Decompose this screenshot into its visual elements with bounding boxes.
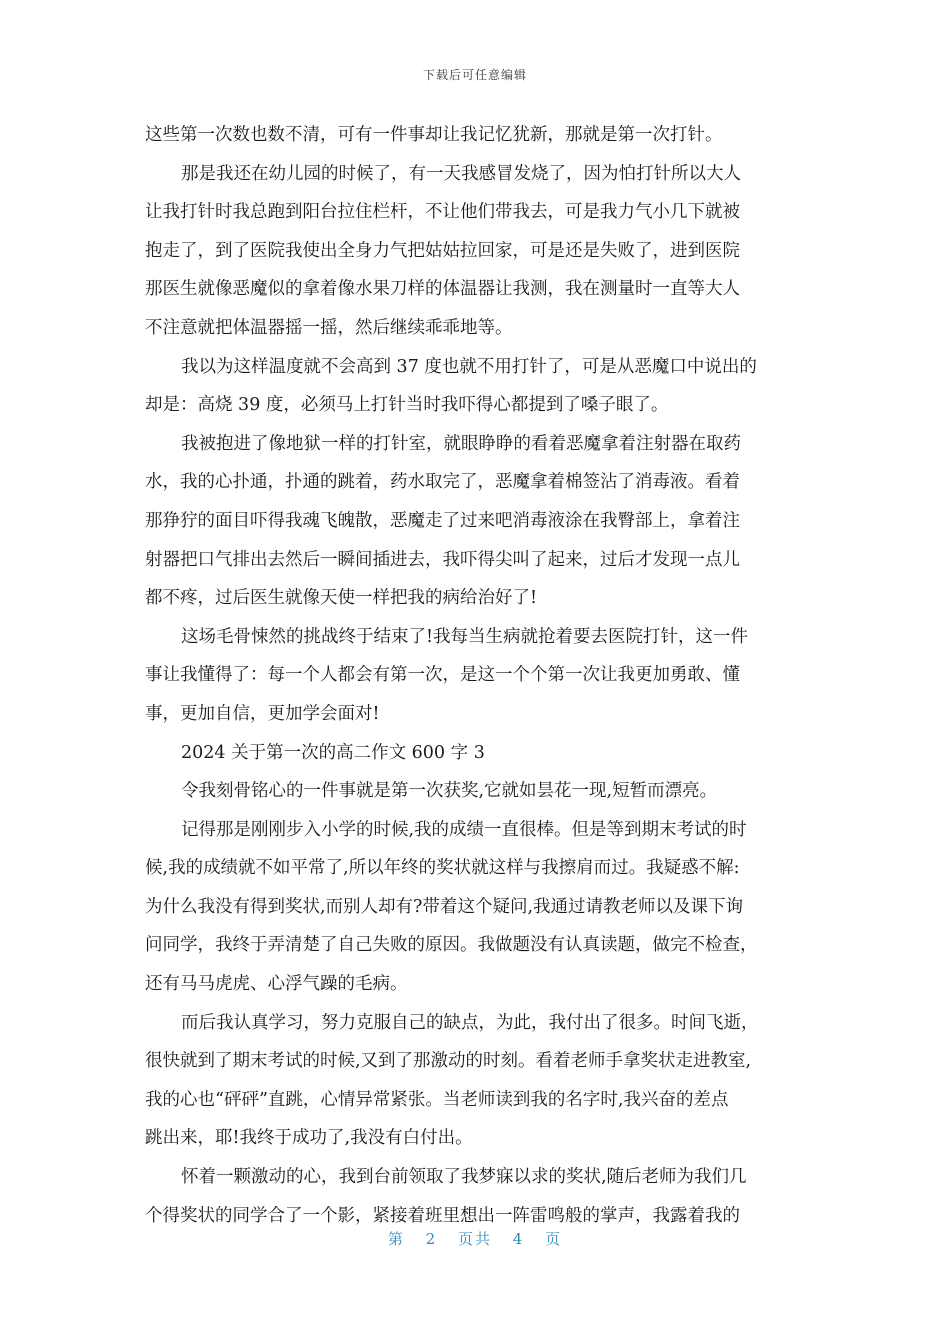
text-line: 抱走了，到了医院我使出全身力气把姑姑拉回家，可是还是失败了，进到医院: [145, 240, 740, 261]
footer-middle: 页共: [457, 1230, 492, 1248]
text-line: 很快就到了期末考试的时候,又到了那激动的时刻。看着老师手拿奖状走进教室,: [145, 1051, 752, 1072]
text-line: 事让我懂得了：每一个人都会有第一次，是这一个个第一次让我更加勇敢、懂: [145, 665, 740, 686]
text-line: 那狰狞的面目吓得我魂飞魄散，恶魔走了过来吧消毒液涂在我臀部上，拿着注: [145, 510, 740, 531]
text-line: 个得奖状的同学合了一个影，紧接着班里想出一阵雷鸣般的掌声，我露着我的: [145, 1205, 740, 1226]
text-line: 让我打针时我总跑到阳台拉住栏杆，不让他们带我去，可是我力气小几下就被: [145, 202, 740, 223]
text-line: 射器把口气排出去然后一瞬间插进去，我吓得尖叫了起来，过后才发现一点儿: [145, 549, 740, 570]
document-body: [145, 116, 805, 1235]
text-line: 那是我还在幼儿园的时候了，有一天我感冒发烧了，因为怕打针所以大人: [181, 163, 741, 184]
page-footer: [0, 1228, 950, 1249]
text-line: 候,我的成绩就不如平常了,所以年终的奖状就这样与我擦肩而过。我疑惑不解:: [145, 858, 740, 879]
text-line: 我以为这样温度就不会高到 37 度也就不用打针了，可是从恶魔口中说出的: [181, 356, 757, 377]
text-line: 都不疼，过后医生就像天使一样把我的病给治好了!: [145, 588, 538, 609]
text-line: 这场毛骨悚然的挑战终于结束了!我每当生病就抢着要去医院打针，这一件: [181, 626, 749, 647]
footer-total-pages: 4: [512, 1230, 525, 1248]
text-line: 还有马马虎虎、心浮气躁的毛病。: [145, 974, 408, 995]
page-header: 下载后可任意编辑: [422, 68, 527, 82]
text-line: 这些第一次数也数不清，可有一件事却让我记忆犹新，那就是第一次打针。: [145, 125, 723, 145]
text-line: 不注意就把体温器摇一摇，然后继续乖乖地等。: [145, 317, 513, 338]
text-line: 怀着一颗激动的心，我到台前领取了我梦寐以求的奖状,随后老师为我们几: [181, 1167, 747, 1188]
text-line: 为什么我没有得到奖状,而别人却有?带着这个疑问,我通过请教老师以及课下询: [145, 896, 744, 917]
footer-page-number: 2: [425, 1230, 438, 1248]
text-line: 我的心也“砰砰”直跳，心情异常紧张。当老师读到我的名字时,我兴奋的差点: [145, 1089, 729, 1110]
footer-suffix: 页: [545, 1230, 563, 1248]
text-line: 事，更加自信，更加学会面对!: [145, 703, 380, 724]
text-line: 令我刻骨铭心的一件事就是第一次获奖,它就如昙花一现,短暂而漂亮。: [181, 781, 718, 802]
text-line: 记得那是刚刚步入小学的时候,我的成绩一直很棒。但是等到期末考试的时: [181, 819, 747, 840]
text-line: 我被抱进了像地狱一样的打针室，就眼睁睁的看着恶魔拿着注射器在取药: [181, 433, 741, 454]
text-line: 水，我的心扑通，扑通的跳着，药水取完了，恶魔拿着棉签沾了消毒液。看着: [145, 472, 740, 493]
footer-prefix: 第: [387, 1230, 405, 1248]
text-line: 却是：高烧 39 度，必须马上打针当时我吓得心都提到了嗓子眼了。: [145, 395, 669, 416]
text-line: 那医生就像恶魔似的拿着像水果刀样的体温器让我测，我在测量时一直等大人: [145, 279, 740, 300]
text-line: 2024 关于第一次的高二作文 600 字 3: [181, 742, 485, 763]
text-line: 问同学，我终于弄清楚了自己失败的原因。我做题没有认真读题，做完不检查，: [145, 935, 758, 956]
text-line: 跳出来，耶!我终于成功了,我没有白付出。: [145, 1128, 473, 1149]
text-line: 而后我认真学习，努力克服自己的缺点，为此，我付出了很多。时间飞逝，: [181, 1012, 759, 1033]
